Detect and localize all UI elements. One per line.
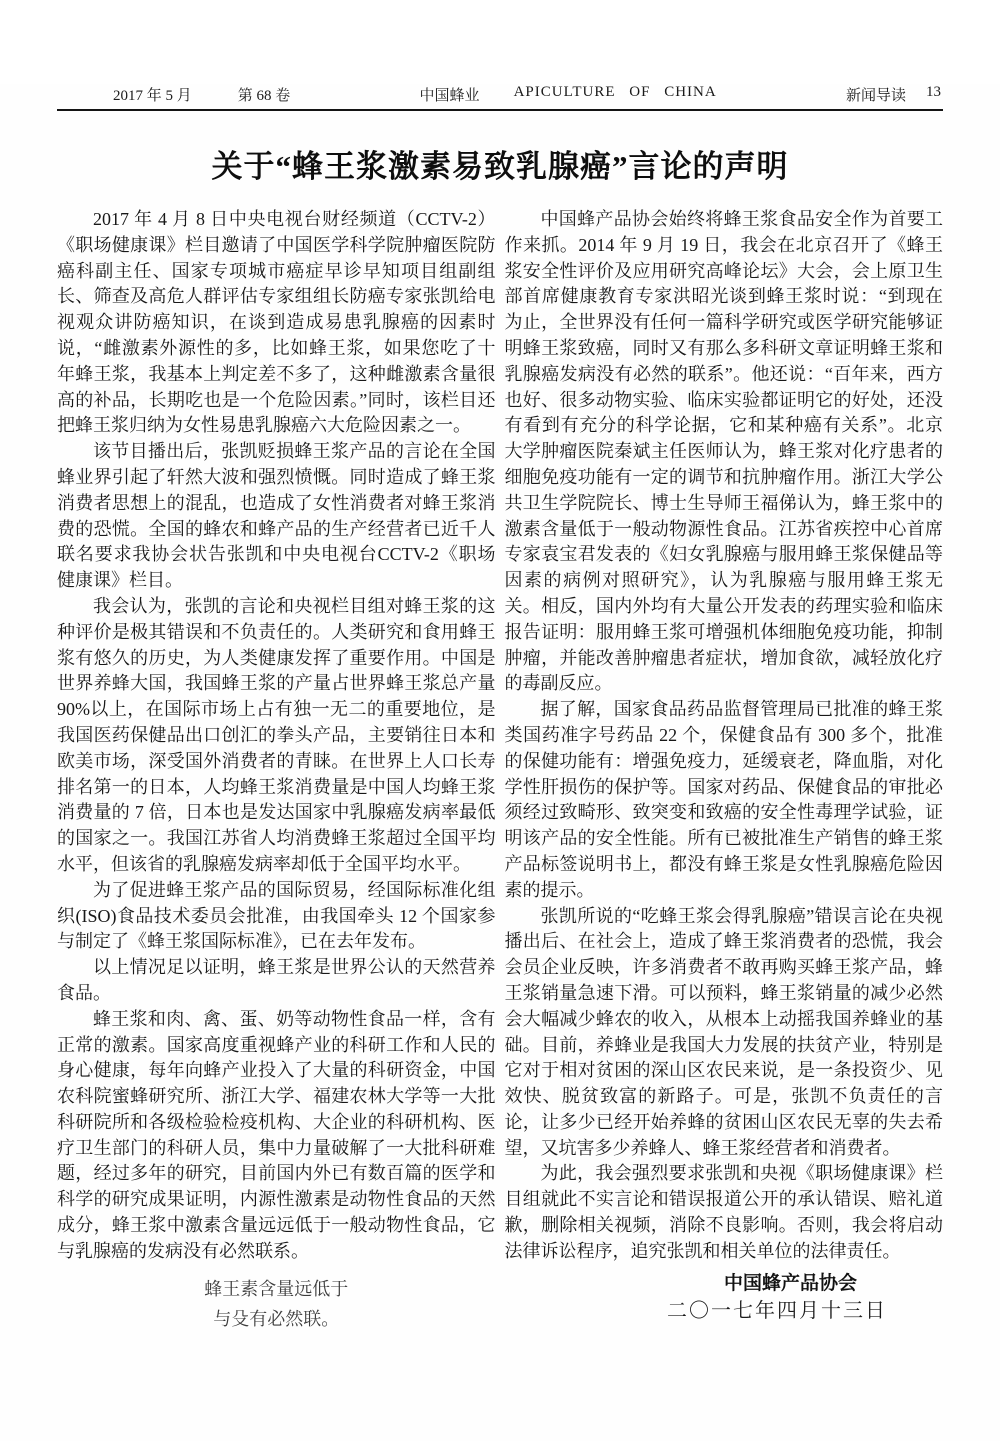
paragraph: 2017 年 4 月 8 日中央电视台财经频道（CCTV-2）《职场健康课》栏目邀请了中国医学科学院肿瘤医院防癌科副主任、国家专项城市癌症早诊早知项目组副组长、筛查及高危人群评估专家组组长防癌专家张凯给电视观众讲防癌知识，在谈到造成易患乳腺癌的因素时说，“雌激素外源性的多，比如蜂王浆，如果您吃了十年蜂王浆，我基本上判定差不多了，这种雌激素含量很高的补品，长期吃也是一个危险因素。”同时，该栏目还把蜂王浆归纳为女性易患乳腺癌六大危险因素之一。 — [57, 209, 496, 436]
paragraph: 为此，我会强烈要求张凯和央视《职场健康课》栏目组就此不实言论和错误报道公开的承认错误、赔礼道歉，删除相关视频，消除不良影响。否则，我会将启动法律诉讼程序，追究张凯和相关单位的法律责任。 — [504, 1163, 943, 1261]
faint-print-artifact-line: 蜂王素含量远低于 — [204, 1278, 349, 1299]
left-column — [57, 207, 496, 1333]
paragraph: 据了解，国家食品药品监督管理局已批准的蜂王浆类国药准字号药品 22 个，保健食品有 300 多个，批准的保健功能有：增强免疫力，延缓衰老，降血脂，对化学性肝损伤的保护等。国家对药品、保健食品的审批必须经过致畸形、致突变和致癌的安全性毒理学试验，证明该产品的安全性能。所有已被批准生产销售的蜂王浆产品标签说明书上，都没有蜂王浆是女性乳腺癌危险因素的提示。 — [504, 699, 943, 900]
signature-organization: 中国蜂产品协会 — [723, 1272, 857, 1294]
running-head-center — [420, 84, 717, 105]
journal-name-english: APICULTURE OF CHINA — [513, 84, 717, 100]
signature-date: 二〇一七年四月十三日 — [667, 1300, 887, 1323]
journal-name-chinese: 中国蜂业 — [419, 88, 480, 104]
article-title: 关于“蜂王浆激素易致乳腺癌”言论的声明 — [211, 149, 789, 184]
paragraph: 蜂王浆和肉、禽、蛋、奶等动物性食品一样，含有正常的激素。国家高度重视蜂产业的科研工作和人民的身心健康，每年向蜂产业投入了大量的科研资金，中国农科院蜜蜂研究所、浙江大学、福建农林大学等一大批科研院所和各级检验检疫机构、大企业的科研机构、医疗卫生部门的科研人员，集中力量破解了一大批科研难题，经过多年的研究，目前国内外已有数百篇的医学和科学的研究成果证明，内源性激素是动物性食品的天然成分，蜂王浆中激素含量远远低于一般动物性食品，它与乳腺癌的发病没有必然联系。 — [57, 1008, 496, 1261]
journal-page — [0, 84, 1000, 1441]
paragraph: 该节目播出后，张凯贬损蜂王浆产品的言论在全国蜂业界引起了轩然大波和强烈愤慨。同时造成了蜂王浆消费者思想上的混乱，也造成了女性消费者对蜂王浆消费的恐慌。全国的蜂农和蜂产品的生产经营者已近千人联名要求我协会状告张凯和中央电视台CCTV-2《职场健康课》栏目。 — [57, 441, 496, 591]
page-number: 13 — [925, 84, 941, 100]
paragraph: 中国蜂产品协会始终将蜂王浆食品安全作为首要工作来抓。2014 年 9 月 19 日，我会在北京召开了《蜂王浆安全性评价及应用研究高峰论坛》大会，会上原卫生部首席健康教育专家洪昭光谈到蜂王浆时说：“到现在为止，全世界没有任何一篇科学研究或医学研究能够证明蜂王浆致癌，同时又有那么多科研文章证明蜂王浆和乳腺癌发病没有必然的联系”。他还说：“百年来，西方也好、很多动物实验、临床实验都证明它的好处，还没有看到有充分的科学论据，它和某种癌有关系”。北京大学肿瘤医院秦斌主任医师认为，蜂王浆对化疗患者的细胞免疫功能有一定的调节和抗肿瘤作用。浙江大学公共卫生学院院长、博士生导师王福俤认为，蜂王浆中的激素含量低于一般动物源性食品。江苏省疾控中心首席专家袁宝君发表的《妇女乳腺癌与服用蜂王浆保健品等因素的病例对照研究》，认为乳腺癌与服用蜂王浆无关。相反，国内外均有大量公开发表的药理实验和临床报告证明：服用蜂王浆可增强机体细胞免疫功能，抑制肿瘤，并能改善肿瘤患者症状，增加食欲，减轻放化疗的毒副反应。 — [504, 209, 943, 694]
right-column — [505, 207, 944, 1333]
issue-date: 2017 年 5 月 — [113, 88, 192, 104]
paragraph: 为了促进蜂王浆产品的国际贸易，经国际标准化组织(ISO)食品技术委员会批准，由我国牵头 12 个国家参与制定了《蜂王浆国际标准》，已在去年发布。 — [57, 879, 496, 952]
running-head — [57, 84, 943, 111]
faint-print-artifact-line: 与殳有必然联。 — [213, 1309, 340, 1330]
paragraph: 张凯所说的“吃蜂王浆会得乳腺癌”错误言论在央视播出后、在社会上，造成了蜂王浆消费者的恐慌，我会会员企业反映，许多消费者不敢再购买蜂王浆产品，蜂王浆销量急速下滑。可以预料，蜂王浆销量的减少必然会大幅减少蜂农的收入，从根本上动摇我国养蜂业的基础。目前，养蜂业是我国大力发展的扶贫产业，特别是它对于相对贫困的深山区农民来说，是一条投资少、见效快、脱贫致富的新路子。可是，张凯不负责任的言论，让多少已经开始养蜂的贫困山区农民无辜的失去希望，又坑害多少养蜂人、蜂王浆经营者和消费者。 — [504, 905, 943, 1158]
paragraph: 以上情况足以证明，蜂王浆是世界公认的天然营养食品。 — [57, 957, 496, 1003]
running-head-right — [846, 84, 943, 105]
paragraph: 我会认为，张凯的言论和央视栏目组对蜂王浆的这种评价是极其错误和不负责任的。人类研究和食用蜂王浆有悠久的历史，为人类健康发挥了重要作用。中国是世界养蜂大国，我国蜂王浆的产量占世界蜂王浆总产量 90%以上，在国际市场上占有独一无二的重要地位，是我国医药保健品出口创汇的拳头产品，主要销往日本和欧美市场，深受国外消费者的青睐。在世界上人口长寿排名第一的日本，人均蜂王浆消费量是中国人均蜂王浆消费量的 7 倍，日本也是发达国家中乳腺癌发病率最低的国家之一。我国江苏省人均消费蜂王浆超过全国平均水平，但该省的乳腺癌发病率却低于全国平均水平。 — [57, 595, 496, 874]
issue-volume: 第 68 卷 — [237, 88, 291, 104]
article-body — [0, 186, 1000, 1333]
running-head-left — [57, 84, 290, 105]
section-name: 新闻导读 — [845, 88, 906, 104]
